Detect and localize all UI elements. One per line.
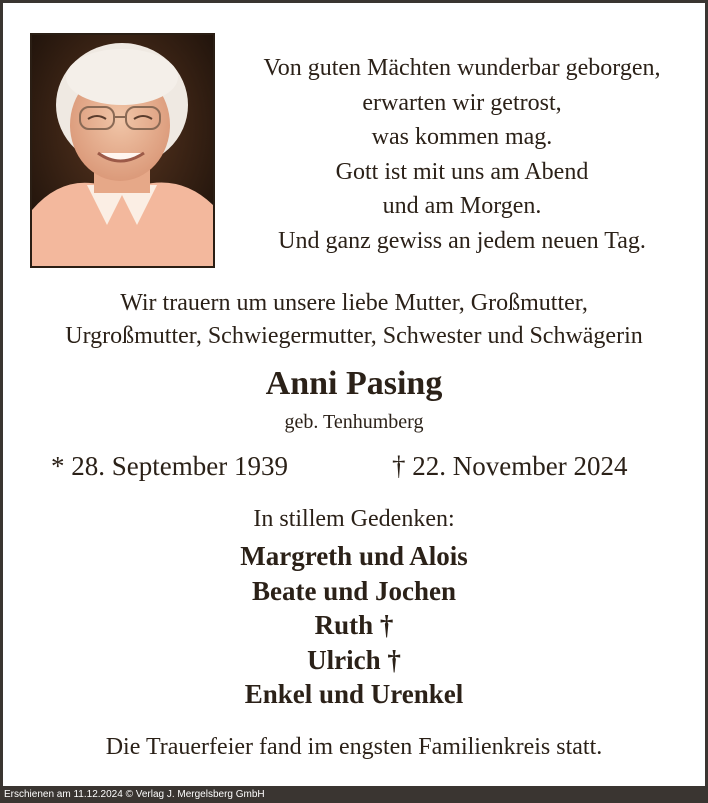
publication-footer: Erschienen am 11.12.2024 © Verlag J. Mergelsberg GmbH [0, 786, 708, 803]
poem-line: und am Morgen. [382, 193, 542, 219]
death-date: † 22. November 2024 [392, 451, 628, 481]
poem-line: Gott ist mit uns am Abend [335, 158, 589, 185]
birth-date: * 28. September 1939 [51, 451, 288, 481]
funeral-note: Die Trauerfeier fand im engsten Familienkreis statt. [105, 734, 603, 760]
family-list [3, 539, 705, 712]
portrait-image [32, 35, 213, 266]
poem-line: Von guten Mächten wunderbar geborgen, [263, 55, 661, 81]
poem-line: was kommen mag. [371, 124, 553, 150]
family-member: Beate und Jochen [251, 575, 457, 606]
deceased-name: Anni Pasing [265, 365, 443, 402]
maiden-name: geb. Tenhumberg [284, 411, 424, 433]
family-member: Ulrich † [307, 644, 401, 675]
memory-label: In stillem Gedenken: [253, 506, 455, 532]
poem-line: erwarten wir getrost, [362, 89, 562, 116]
family-member: Ruth † [314, 610, 394, 640]
family-member: Enkel und Urenkel [244, 679, 464, 709]
poem [225, 51, 699, 258]
intro-line-1: Wir trauern um unsere liebe Mutter, Großmutter, [120, 290, 588, 316]
intro-line-2: Urgroßmutter, Schwiegermutter, Schwester und Schwägerin [65, 323, 643, 349]
family-member: Margreth und Alois [240, 541, 468, 571]
mourning-intro [3, 287, 705, 353]
poem-line: Und ganz gewiss an jedem neuen Tag. [278, 227, 646, 254]
portrait-photo [30, 33, 215, 268]
